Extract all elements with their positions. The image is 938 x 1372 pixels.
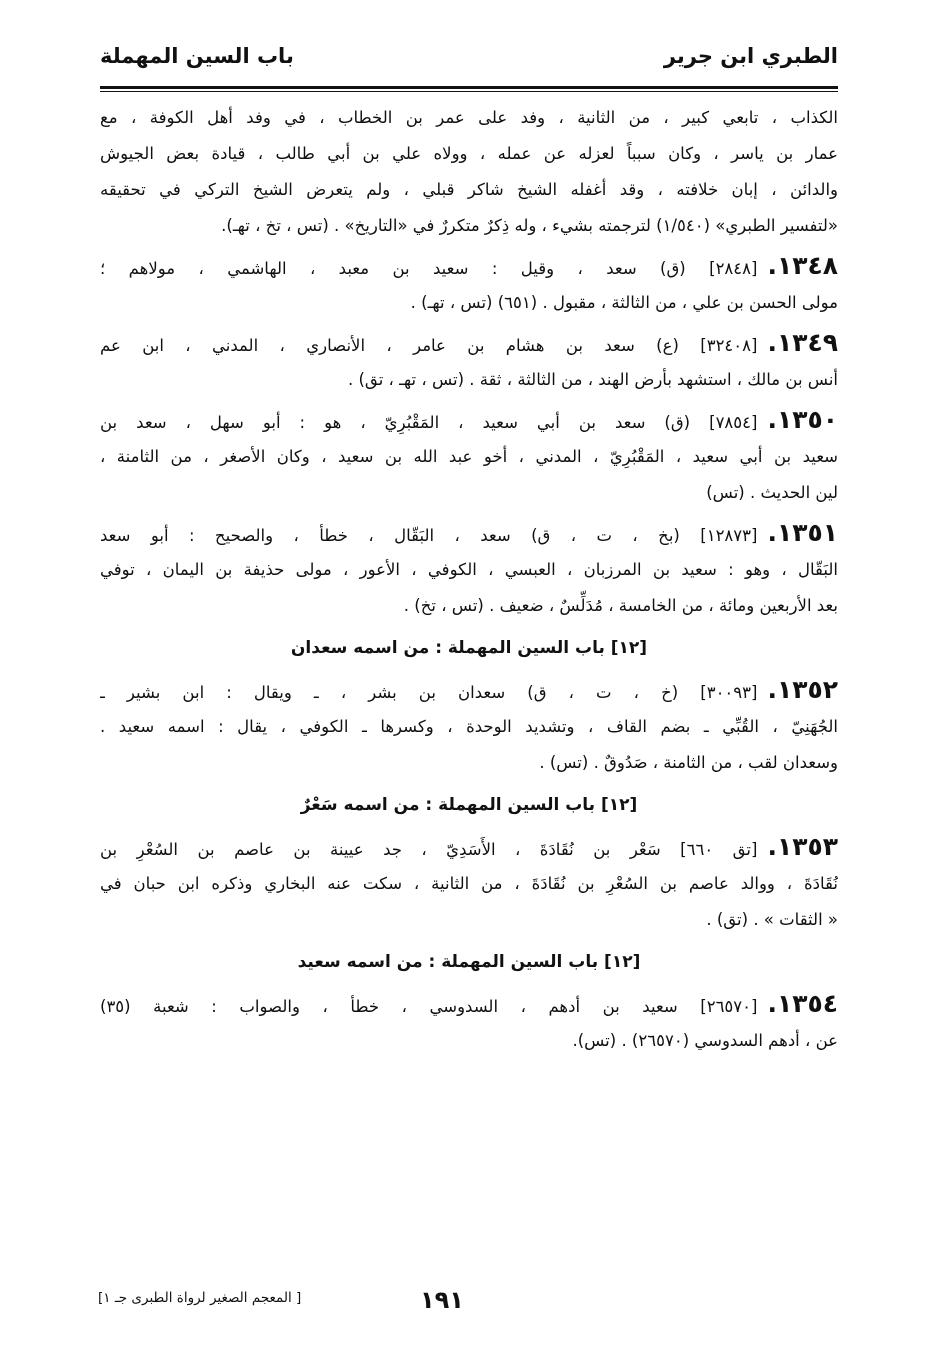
text-line: أنس بن مالك ، استشهد بأرض الهند ، من الثالثة ، ثقة . (تس ، تهـ ، تق) . [348, 370, 838, 389]
text-line: البَقّال ، وهو : سعيد بن المرزبان ، العبسي ، الكوفي ، الأعور ، مولى حذيفة بن اليمان ، توفي [100, 560, 838, 579]
entry-number: ١٣٥٣. [767, 832, 838, 861]
text-line: « الثقات » . (تق) . [706, 910, 838, 929]
entry-number: ١٣٤٨. [767, 251, 838, 280]
text-line: نُقَادَةَ ، ووالد عاصم بن السُعْرِ بن نُقَادَةَ ، من الثانية ، سكت عنه البخاري وذكره ابن حبان في [100, 874, 838, 893]
entry-number: ١٣٥١. [767, 518, 838, 547]
entry [100, 828, 838, 938]
entries-list [100, 247, 838, 1059]
entry [100, 324, 838, 398]
entry-first-line [100, 671, 838, 709]
entry-text: [٢٨٤٨] (ق) سعد ، وقيل : سعيد بن معبد ، الهاشمي ، مولاهم ؛ [100, 259, 758, 278]
entry [100, 514, 838, 624]
header-rule-thin [100, 91, 838, 92]
text-line: الكذاب ، تابعي كبير ، من الثانية ، وفد على عمر بن الخطاب ، في وفد أهل الكوفة ، مع [100, 108, 838, 127]
entry-text: [٧٨٥٤] (ق) سعد بن أبي سعيد ، المَقْبُرِيّ ، هو : أبو سهل ، سعد بن [100, 413, 758, 432]
entry-text: [٣٠٠٩٣] (خ ، ت ، ق) سعدان بن بشر ، ـ ويقال : ابن بشير ـ [100, 683, 758, 702]
text-line: الجُهَنِيّ ، القُبِّي ـ بضم القاف ، وتشديد الوحدة ، وكسرها ـ الكوفي ، يقال : اسمه سعيد . [100, 717, 838, 736]
section-heading: [١٢] باب السين المهملة : من اسمه سَعْرٌ [300, 795, 638, 815]
entry [100, 247, 838, 321]
text-line: لين الحديث . (تس) [706, 483, 838, 502]
text-line: عن ، أدهم السدوسي (٢٦٥٧٠) . (تس). [572, 1031, 838, 1050]
footer-book-title: [ المعجم الصغير لرواة الطبرى جـ ١] [98, 1290, 302, 1306]
text-line: وسعدان لقب ، من الثامنة ، صَدُوقٌ . (تس) . [539, 753, 838, 772]
entry [100, 401, 838, 511]
entry-number: ١٣٥٤. [767, 989, 838, 1018]
entry-first-line [100, 247, 838, 285]
entry [100, 985, 838, 1059]
entry-text: [١٢٨٧٣] (بخ ، ت ، ق) سعد ، البَقّال ، خطأ ، والصحيح : أبو سعد [100, 526, 758, 545]
entry-first-line [100, 324, 838, 362]
text-line: عمار بن ياسر ، وكان سبباً لعزله عن عمله ، وولاه علي بن أبي طالب ، قيادة بعض الجيوش [100, 144, 838, 163]
main-content [100, 100, 838, 1059]
entry [100, 671, 838, 781]
text-line: والدائن ، إبان خلافته ، وقد أغفله الشيخ شاكر قبلي ، ولم يتعرض الشيخ التركي في تحقيقه [100, 180, 838, 199]
entry-text: [٣٢٤٠٨] (ع) سعد بن هشام بن عامر ، الأنصاري ، المدني ، ابن عم [100, 336, 758, 355]
entry-text: [٢٦٥٧٠] سعيد بن أدهم ، السدوسي ، خطأ ، والصواب : شعبة (٣٥) [100, 997, 758, 1016]
text-line: سعيد بن أبي سعيد ، المَقْبُرِيّ ، المدني ، أخو عبد الله بن سعيد ، وكان الأصغر ، من الثامنة ، [100, 447, 838, 466]
header-author: الطبري ابن جرير [663, 44, 838, 68]
text-line: بعد الأربعين ومائة ، من الخامسة ، مُدَلِّسٌ ، ضعيف . (تس ، تخ) . [403, 596, 838, 615]
entry-first-line [100, 828, 838, 866]
page-number: ١٩١ [420, 1286, 464, 1314]
running-header [100, 38, 838, 78]
text-line: «لتفسير الطبري» (١/٥٤٠) لترجمته بشيء ، وله ذِكرٌ متكررٌ في «التاريخ» . (تس ، تخ ، تهـ). [221, 216, 838, 235]
section-heading: [١٢] باب السين المهملة : من اسمه سعيد [297, 952, 641, 972]
entry-number: ١٣٤٩. [767, 328, 838, 357]
entry-first-line [100, 401, 838, 439]
text-line: مولى الحسن بن علي ، من الثالثة ، مقبول . (٦٥١) (تس ، تهـ) . [410, 293, 838, 312]
entry-first-line [100, 514, 838, 552]
header-rule [100, 86, 838, 89]
intro-paragraph [100, 100, 838, 244]
entry-text: [تق ٦٦٠] سَعْر بن نُقَادَةَ ، الأَسَدِيّ ، جد عيينة بن عاصم بن السُعْرِ بن [100, 840, 758, 859]
section-heading: [١٢] باب السين المهملة : من اسمه سعدان [290, 638, 648, 658]
header-chapter: باب السين المهملة [100, 44, 294, 68]
entry-number: ١٣٥٠. [767, 405, 838, 434]
entry-number: ١٣٥٢. [767, 675, 838, 704]
entry-first-line [100, 985, 838, 1023]
